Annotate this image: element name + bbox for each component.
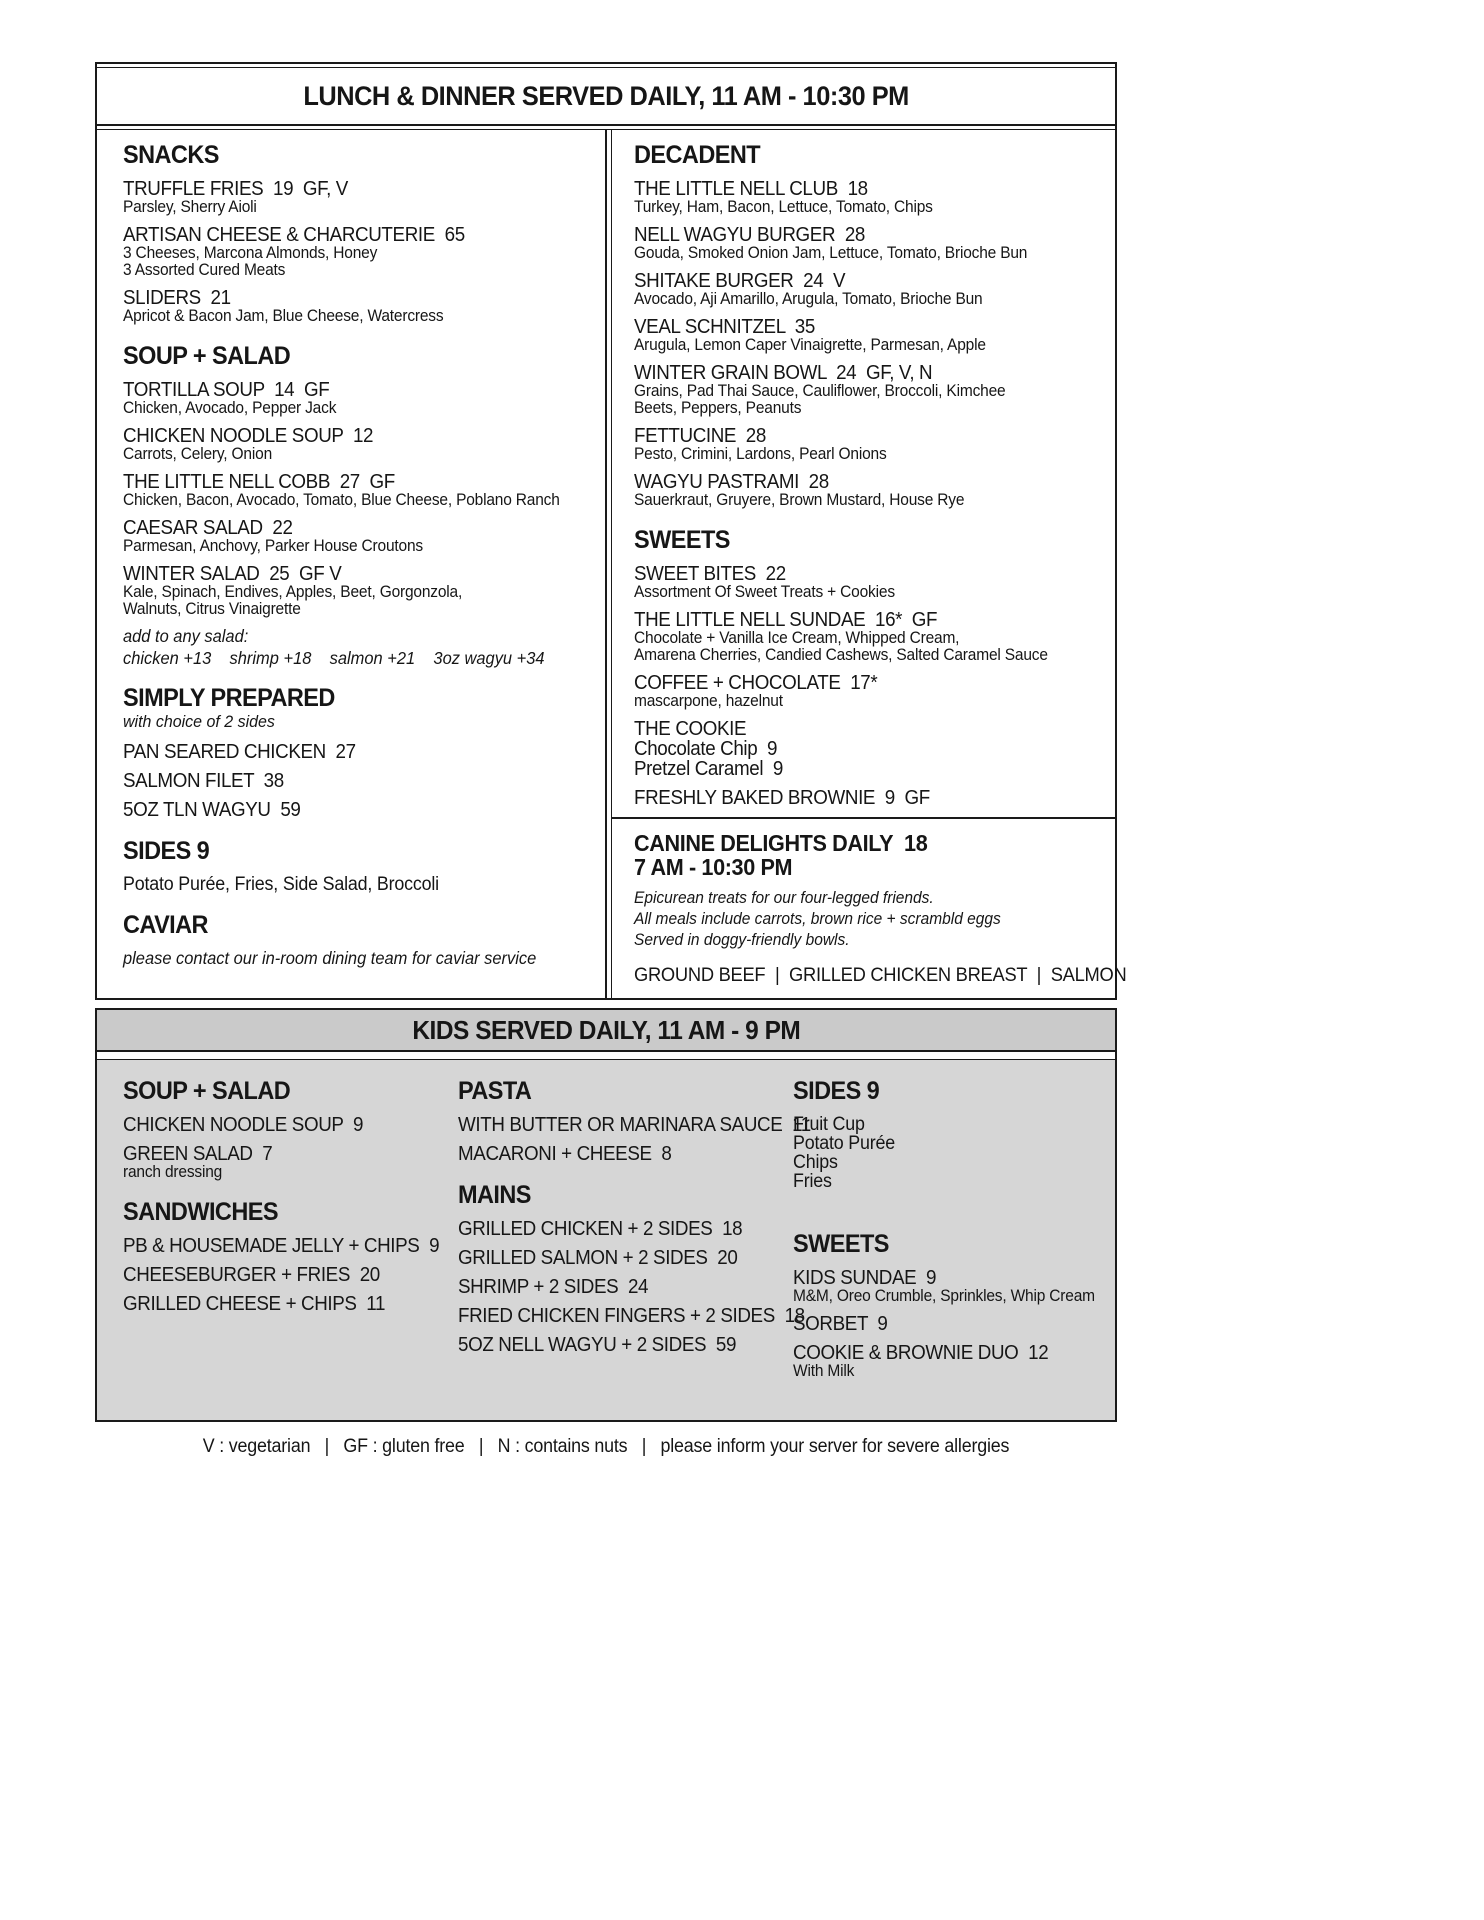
section-title: SWEETS — [634, 526, 730, 554]
menu-item — [793, 1268, 1108, 1305]
menu-section — [123, 685, 587, 820]
item-desc: Pretzel Caramel 9 — [634, 758, 783, 780]
item-name: PB & HOUSEMADE JELLY + CHIPS 9 — [123, 1235, 440, 1257]
menu-item — [634, 271, 1101, 308]
item-note: add to any salad: — [123, 626, 249, 646]
canine-note: Epicurean treats for our four-legged friends. — [634, 889, 934, 907]
item-desc: Chicken, Bacon, Avocado, Tomato, Blue Cheese, Poblano Ranch — [123, 491, 560, 509]
menu-section — [634, 142, 1101, 509]
section-title: PASTA — [458, 1077, 532, 1105]
section-title: CAVIAR — [123, 911, 208, 939]
item-desc: mascarpone, hazelnut — [634, 692, 783, 710]
menu-item — [123, 472, 587, 509]
canine-note: Served in doggy-friendly bowls. — [634, 931, 850, 949]
item-desc: Pesto, Crimini, Lardons, Pearl Onions — [634, 445, 887, 463]
item-desc: Turkey, Ham, Bacon, Lettuce, Tomato, Chips — [634, 198, 933, 216]
kids-menu — [95, 1008, 1117, 1422]
item-name: SALMON FILET 38 — [123, 770, 284, 792]
menu-item — [123, 1144, 458, 1181]
menu-item — [634, 610, 1101, 664]
menu-section — [793, 1078, 1108, 1191]
menu-item — [123, 518, 587, 555]
menu-item — [123, 627, 587, 645]
item-name: CHEESEBURGER + FRIES 20 — [123, 1264, 380, 1286]
item-name: ARTISAN CHEESE & CHARCUTERIE 65 — [123, 224, 465, 246]
menu-item — [123, 426, 587, 463]
menu-section — [458, 1181, 805, 1356]
menu-item — [123, 179, 587, 216]
section-title: SOUP + SALAD — [123, 342, 291, 370]
item-desc: Chicken, Avocado, Pepper Jack — [123, 399, 337, 417]
item-plain: Chips — [793, 1152, 838, 1173]
item-name: 5OZ NELL WAGYU + 2 SIDES 59 — [458, 1334, 737, 1356]
menu-item — [458, 1114, 811, 1136]
menu-item — [793, 1343, 1108, 1380]
item-desc: Sauerkraut, Gruyere, Brown Mustard, House Rye — [634, 491, 965, 509]
item-desc: Gouda, Smoked Onion Jam, Lettuce, Tomato, Brioche Bun — [634, 244, 1028, 262]
menu-item — [123, 1265, 458, 1285]
item-name: FETTUCINE 28 — [634, 425, 766, 447]
item-plain: Fries — [793, 1171, 832, 1192]
menu-section — [634, 527, 1101, 808]
item-name: WAGYU PASTRAMI 28 — [634, 471, 829, 493]
menu-section — [793, 1231, 1108, 1380]
item-plain: Potato Purée, Fries, Side Salad, Broccoli — [123, 874, 439, 895]
item-desc: Carrots, Celery, Onion — [123, 445, 273, 463]
item-desc: With Milk — [793, 1362, 855, 1380]
item-name: TRUFFLE FRIES 19 GF, V — [123, 178, 348, 200]
menu-header-row — [97, 68, 1115, 124]
section-title: SNACKS — [123, 141, 219, 169]
menu-item — [123, 564, 587, 618]
menu-section — [123, 142, 587, 325]
item-name: GRILLED CHEESE + CHIPS 11 — [123, 1293, 386, 1315]
item-name: GRILLED SALMON + 2 SIDES 20 — [458, 1247, 738, 1269]
item-name: COFFEE + CHOCOLATE 17* — [634, 672, 878, 694]
kids-header-banner — [97, 1010, 1115, 1052]
item-name: WINTER SALAD 25 GF V — [123, 563, 342, 585]
section-title: SWEETS — [793, 1230, 889, 1258]
section-title: SIDES 9 — [123, 837, 210, 865]
canine-notes — [634, 888, 1101, 951]
item-name: 5OZ TLN WAGYU 59 — [123, 799, 301, 821]
item-name: TORTILLA SOUP 14 GF — [123, 379, 330, 401]
menu-item — [793, 1314, 1108, 1334]
menu-item — [458, 1219, 793, 1239]
section-title: SANDWICHES — [123, 1198, 278, 1226]
section-title: SIMPLY PREPARED — [123, 684, 335, 712]
item-name: GREEN SALAD 7 — [123, 1143, 273, 1165]
menu-item — [634, 673, 1101, 710]
section-title: DECADENT — [634, 141, 761, 169]
item-plain: Potato Purée — [793, 1133, 896, 1154]
item-name: WINTER GRAIN BOWL 24 GF, V, N — [634, 362, 933, 384]
item-desc: Assortment Of Sweet Treats + Cookies — [634, 583, 895, 601]
lunch-right-sections — [612, 130, 1115, 817]
menu-item — [123, 649, 587, 667]
canine-title: CANINE DELIGHTS DAILY 18 — [634, 830, 928, 856]
item-desc: M&M, Oreo Crumble, Sprinkles, Whip Cream — [793, 1287, 1095, 1305]
item-name: NELL WAGYU BURGER 28 — [634, 224, 866, 246]
kids-columns — [97, 1060, 1115, 1420]
section-title: SOUP + SALAD — [123, 1077, 291, 1105]
item-name: SHITAKE BURGER 24 V — [634, 270, 846, 292]
menu-item — [123, 1294, 458, 1314]
item-name: MACARONI + CHEESE 8 — [458, 1143, 672, 1165]
item-desc: Kale, Spinach, Endives, Apples, Beet, Gorgonzola, — [123, 583, 463, 601]
item-desc: 3 Cheeses, Marcona Almonds, Honey — [123, 244, 378, 262]
menu-item — [634, 426, 1101, 463]
item-name: THE LITTLE NELL COBB 27 GF — [123, 471, 395, 493]
item-name: VEAL SCHNITZEL 35 — [634, 316, 815, 338]
footer-legend: V : vegetarian | GF : gluten free | N : contains nuts | please inform your server for severe allergies — [202, 1436, 1010, 1457]
menu-item — [123, 875, 587, 894]
item-name: THE COOKIE — [634, 718, 747, 740]
menu-item — [123, 742, 587, 762]
menu-item — [634, 788, 1101, 808]
menu-item — [793, 1115, 1108, 1191]
menu-section — [458, 1077, 811, 1165]
column-divider — [605, 130, 612, 998]
item-name: CHICKEN NOODLE SOUP 9 — [123, 1114, 364, 1136]
menu-item — [123, 380, 587, 417]
menu-section — [123, 912, 587, 967]
menu-item — [458, 1335, 793, 1355]
item-desc: Avocado, Aji Amarillo, Arugula, Tomato, Brioche Bun — [634, 290, 983, 308]
item-name: THE LITTLE NELL CLUB 18 — [634, 178, 868, 200]
section-title: MAINS — [458, 1181, 531, 1209]
menu-item — [458, 1305, 805, 1327]
kids-middle-column — [458, 1077, 811, 1420]
item-desc: Chocolate Chip 9 — [634, 738, 778, 760]
menu-header-title: LUNCH & DINNER SERVED DAILY, 11 AM - 10:30 PM — [303, 80, 909, 111]
menu-item — [634, 363, 1101, 417]
item-desc: Walnuts, Citrus Vinaigrette — [123, 600, 301, 618]
item-name: WITH BUTTER OR MARINARA SAUCE 11 — [458, 1114, 811, 1136]
menu-item — [458, 1248, 793, 1268]
canine-delights-section — [612, 817, 1127, 999]
item-desc: Amarena Cherries, Candied Cashews, Salted Caramel Sauce — [634, 646, 1048, 664]
canine-note: All meals include carrots, brown rice + scrambld eggs — [634, 910, 1001, 928]
menu-item — [123, 288, 587, 325]
kids-left-column — [123, 1078, 458, 1420]
item-desc: ranch dressing — [123, 1163, 223, 1181]
item-desc: Apricot & Bacon Jam, Blue Cheese, Watercress — [123, 307, 444, 325]
item-note: chicken +13 shrimp +18 salmon +21 3oz wagyu +34 — [123, 648, 545, 668]
item-name: KIDS SUNDAE 9 — [793, 1267, 937, 1289]
item-desc: Parsley, Sherry Aioli — [123, 198, 257, 216]
menu-item — [634, 472, 1101, 509]
item-name: COOKIE & BROWNIE DUO 12 — [793, 1342, 1049, 1364]
item-name: SORBET 9 — [793, 1313, 888, 1335]
kids-banner-rule — [97, 1052, 1115, 1060]
menu-item — [123, 771, 587, 791]
menu-item — [123, 1115, 458, 1135]
kids-header-title: KIDS SERVED DAILY, 11 AM - 9 PM — [412, 1014, 800, 1045]
menu-item — [458, 1144, 793, 1164]
canine-hours: 7 AM - 10:30 PM — [634, 854, 793, 880]
item-desc: 3 Assorted Cured Meats — [123, 261, 286, 279]
menu-item — [123, 225, 587, 279]
item-name: PAN SEARED CHICKEN 27 — [123, 741, 356, 763]
menu-item — [634, 225, 1101, 262]
item-desc: Grains, Pad Thai Sauce, Cauliflower, Broccoli, Kimchee — [634, 382, 1006, 400]
lunch-columns — [97, 130, 1127, 998]
item-desc: Parmesan, Anchovy, Parker House Croutons — [123, 537, 423, 555]
item-name: GRILLED CHICKEN + 2 SIDES 18 — [458, 1218, 743, 1240]
item-note: please contact our in-room dining team for caviar service — [123, 948, 537, 968]
menu-item — [123, 949, 587, 967]
item-desc: Beets, Peppers, Peanuts — [634, 399, 802, 417]
item-name: SHRIMP + 2 SIDES 24 — [458, 1276, 649, 1298]
menu-item — [634, 317, 1101, 354]
menu-section — [123, 1199, 458, 1314]
item-name: SWEET BITES 22 — [634, 563, 786, 585]
menu-section — [123, 838, 587, 894]
item-name: THE LITTLE NELL SUNDAE 16* GF — [634, 609, 938, 631]
menu-item — [634, 719, 1101, 779]
item-name: CAESAR SALAD 22 — [123, 517, 293, 539]
menu-item — [123, 800, 587, 820]
section-title: SIDES 9 — [793, 1077, 880, 1105]
item-desc: Chocolate + Vanilla Ice Cream, Whipped Cream, — [634, 629, 960, 647]
menu-item — [458, 1277, 793, 1297]
item-name: SLIDERS 21 — [123, 287, 231, 309]
item-plain: Fruit Cup — [793, 1114, 865, 1135]
menu-section — [123, 1078, 458, 1181]
lunch-right-column — [612, 130, 1127, 998]
item-desc: Arugula, Lemon Caper Vinaigrette, Parmesan, Apple — [634, 336, 986, 354]
section-subtitle: with choice of 2 sides — [123, 712, 275, 731]
menu-item — [634, 564, 1101, 601]
canine-options: GROUND BEEF | GRILLED CHICKEN BREAST | SALMON — [634, 964, 1127, 986]
item-name: FRESHLY BAKED BROWNIE 9 GF — [634, 787, 930, 809]
menu-item — [123, 1236, 458, 1256]
item-name: CHICKEN NOODLE SOUP 12 — [123, 425, 374, 447]
item-name: FRIED CHICKEN FINGERS + 2 SIDES 18 — [458, 1305, 805, 1327]
menu-item — [634, 179, 1101, 216]
menu-section — [123, 343, 587, 667]
lunch-dinner-menu — [95, 62, 1127, 1000]
kids-right-column — [793, 1078, 1108, 1420]
lunch-left-column — [97, 130, 605, 998]
